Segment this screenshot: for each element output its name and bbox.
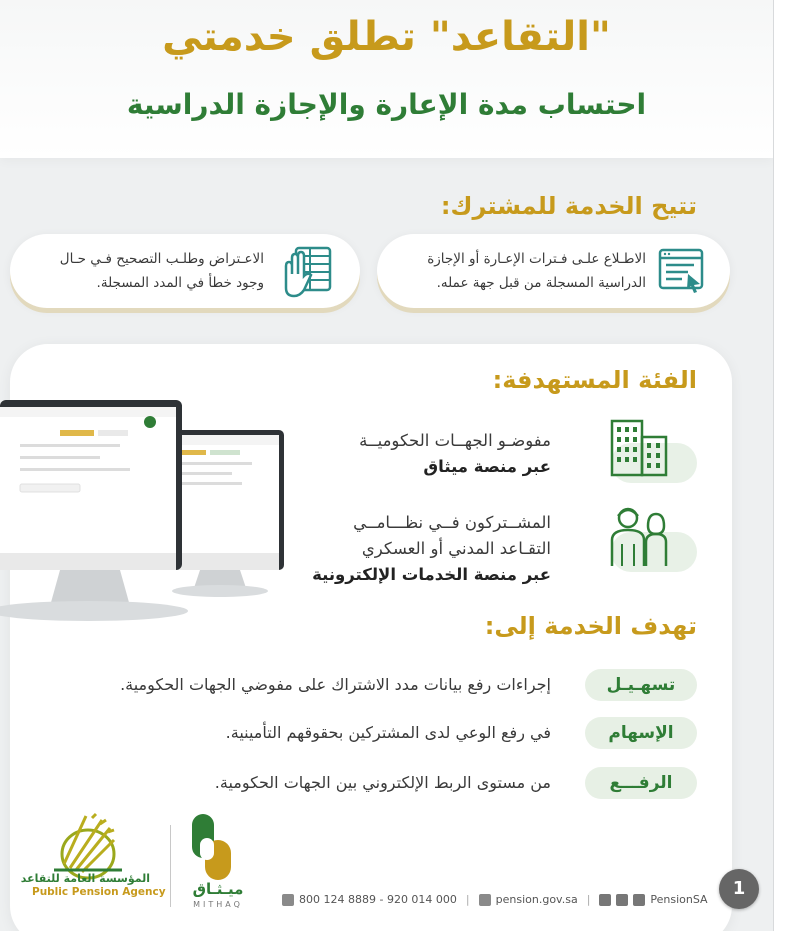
instagram-icon (616, 894, 628, 906)
feature-2-line-2: وجود خطأ في المدد المسجلة. (96, 275, 264, 291)
contact-separator: | (465, 893, 470, 906)
youtube-icon (633, 894, 645, 906)
target-1-line-1: مفوضـو الجهــات الحكوميــة (359, 431, 551, 450)
feature-card-2 (10, 234, 360, 308)
ppa-logo (62, 814, 114, 878)
goal-text-raise: من مستوى الربط الإلكتروني بين الجهات الحكومية. (214, 773, 551, 792)
target-1-platform: عبر منصة ميثاق (423, 457, 551, 476)
website-link[interactable]: pension.gov.sa (495, 893, 578, 906)
web-icon (479, 894, 491, 906)
buildings-icon (606, 415, 672, 481)
page-number-badge[interactable]: 1 (719, 869, 759, 909)
target-2-platform: عبر منصة الخدمات الإلكترونية (312, 565, 551, 584)
contact-separator: | (586, 893, 591, 906)
contact-bar (282, 893, 708, 906)
page-title: "التقاعد" تطلق خدمتي (162, 14, 611, 60)
people-icon (604, 500, 674, 570)
target-2-bold (312, 562, 551, 588)
target-2-line-1: المشــتركون فــي نظـــامــي (353, 513, 551, 532)
hand-table-icon (280, 244, 334, 298)
feature-card-1 (377, 234, 730, 308)
goal-tag-raise: الرفـــع (585, 767, 697, 799)
goal-text-facilitate: إجراءات رفع بيانات مدد الاشتراك على مفوضي الجهات الحكومية. (120, 675, 551, 694)
feature-1-line-2: الدراسية المسجلة من قبل جهة عمله. (436, 275, 646, 291)
target-2-line-2: التقـاعد المدني أو العسكري (361, 539, 551, 558)
goals-heading: تهدف الخدمة إلى: (484, 612, 697, 640)
twitter-icon (599, 894, 611, 906)
mithaq-logo (192, 814, 231, 880)
logo-divider (170, 825, 171, 907)
page-subtitle: احتساب مدة الإعارة والإجازة الدراسية (126, 88, 647, 121)
features-heading: تتيح الخدمة للمشترك: (440, 192, 697, 220)
mithaq-name-en: MITHAQ (193, 900, 243, 909)
feature-2-line-1: الاعـتراض وطلـب التصحيح فـي حـال (59, 251, 264, 267)
feature-1-line-1: الاطـلاع علـى فـترات الإعـارة أو الإجازة (427, 251, 646, 267)
target-1-bold (423, 454, 551, 480)
mithaq-name-ar: ميـثـاق (192, 880, 244, 898)
document-cursor-icon (654, 244, 708, 298)
ppa-name-ar: المؤسسة العامة للتقاعد (20, 872, 150, 885)
social-handle[interactable]: PensionSA (650, 893, 708, 906)
phone-numbers: 800 124 8889 - 920 014 000 (299, 893, 457, 906)
ppa-name-en: Public Pension Agency (32, 886, 166, 898)
monitors-illustration (0, 392, 290, 632)
phone-icon (282, 894, 294, 906)
header (0, 0, 773, 158)
page-edge (773, 0, 774, 931)
goal-tag-contribute: الإسهام (585, 717, 697, 749)
goal-text-contribute: في رفع الوعي لدى المشتركين بحقوقهم التأمينية. (225, 723, 551, 742)
goal-tag-facilitate: تسهـيـل (585, 669, 697, 701)
targets-heading: الفئة المستهدفة: (492, 366, 697, 394)
